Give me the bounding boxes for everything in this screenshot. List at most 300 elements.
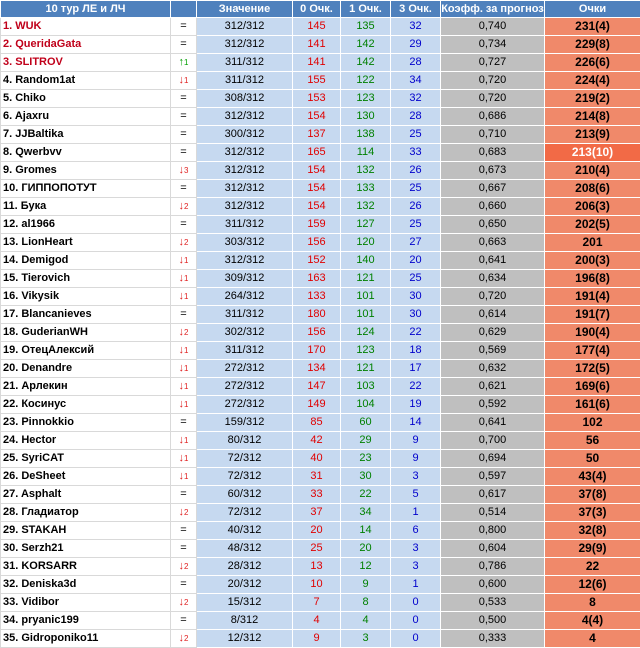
- equal-icon: =: [180, 578, 186, 590]
- rank-change-amount: 2: [184, 328, 188, 337]
- value-cell: 312/312: [197, 198, 293, 216]
- zero-points-cell: 7: [293, 594, 341, 612]
- three-points-cell: 30: [391, 306, 441, 324]
- zero-points-cell: 25: [293, 540, 341, 558]
- three-points-cell: 30: [391, 288, 441, 306]
- value-cell: 72/312: [197, 450, 293, 468]
- value-cell: 15/312: [197, 594, 293, 612]
- table-row: [1, 306, 640, 324]
- zero-points-cell: 152: [293, 252, 341, 270]
- rank-change: [171, 216, 197, 234]
- value-cell: 60/312: [197, 486, 293, 504]
- points-cell: 12(6): [545, 576, 640, 594]
- rank-change: [171, 198, 197, 216]
- player-name: 6. Ajaxru: [1, 108, 171, 126]
- coefficient-cell: 0,621: [441, 378, 545, 396]
- arrow-down-icon: ↓: [179, 326, 185, 338]
- one-point-cell: 123: [341, 342, 391, 360]
- rank-change: [171, 144, 197, 162]
- zero-points-cell: 156: [293, 234, 341, 252]
- zero-points-cell: 37: [293, 504, 341, 522]
- table-row: [1, 216, 640, 234]
- coefficient-cell: 0,617: [441, 486, 545, 504]
- one-point-cell: 122: [341, 72, 391, 90]
- points-cell: 102: [545, 414, 640, 432]
- rank-change: [171, 234, 197, 252]
- arrow-down-icon: ↓: [179, 362, 185, 374]
- player-name: 11. Бука: [1, 198, 171, 216]
- header-row: [1, 1, 640, 18]
- equal-icon: =: [180, 488, 186, 500]
- coefficient-cell: 0,604: [441, 540, 545, 558]
- value-cell: 72/312: [197, 504, 293, 522]
- zero-points-cell: 180: [293, 306, 341, 324]
- one-point-cell: 142: [341, 54, 391, 72]
- points-cell: 196(8): [545, 270, 640, 288]
- coefficient-cell: 0,641: [441, 252, 545, 270]
- table-row: [1, 90, 640, 108]
- arrow-down-icon: ↓: [179, 74, 185, 86]
- coefficient-cell: 0,514: [441, 504, 545, 522]
- rank-change-amount: 2: [184, 562, 188, 571]
- zero-points-cell: 149: [293, 396, 341, 414]
- zero-points-cell: 33: [293, 486, 341, 504]
- value-cell: 312/312: [197, 144, 293, 162]
- value-cell: 312/312: [197, 252, 293, 270]
- three-points-cell: 18: [391, 342, 441, 360]
- equal-icon: =: [180, 128, 186, 140]
- points-cell: 190(4): [545, 324, 640, 342]
- equal-icon: =: [180, 182, 186, 194]
- rank-change: [171, 432, 197, 450]
- zero-points-cell: 154: [293, 162, 341, 180]
- player-name: 16. Vikysik: [1, 288, 171, 306]
- rank-change: [171, 306, 197, 324]
- rank-change: [171, 594, 197, 612]
- zero-points-cell: 153: [293, 90, 341, 108]
- equal-icon: =: [180, 416, 186, 428]
- coefficient-cell: 0,614: [441, 306, 545, 324]
- player-name: 33. Vidibor: [1, 594, 171, 612]
- one-point-cell: 142: [341, 36, 391, 54]
- three-points-cell: 3: [391, 468, 441, 486]
- player-name: 19. ОтецАлексий: [1, 342, 171, 360]
- coefficient-cell: 0,592: [441, 396, 545, 414]
- points-cell: 172(5): [545, 360, 640, 378]
- coefficient-cell: 0,650: [441, 216, 545, 234]
- three-points-cell: 25: [391, 126, 441, 144]
- coefficient-cell: 0,800: [441, 522, 545, 540]
- header-name: 10 тур ЛЕ и ЛЧ: [1, 1, 171, 18]
- points-cell: 202(5): [545, 216, 640, 234]
- arrow-down-icon: ↓: [179, 380, 185, 392]
- zero-points-cell: 154: [293, 180, 341, 198]
- three-points-cell: 26: [391, 162, 441, 180]
- rank-change: [171, 450, 197, 468]
- points-cell: 43(4): [545, 468, 640, 486]
- zero-points-cell: 137: [293, 126, 341, 144]
- points-cell: 22: [545, 558, 640, 576]
- coefficient-cell: 0,641: [441, 414, 545, 432]
- one-point-cell: 20: [341, 540, 391, 558]
- three-points-cell: 22: [391, 324, 441, 342]
- equal-icon: =: [180, 218, 186, 230]
- rank-change: [171, 360, 197, 378]
- one-point-cell: 140: [341, 252, 391, 270]
- value-cell: 272/312: [197, 396, 293, 414]
- one-point-cell: 3: [341, 630, 391, 648]
- zero-points-cell: 10: [293, 576, 341, 594]
- points-cell: 161(6): [545, 396, 640, 414]
- value-cell: 311/312: [197, 342, 293, 360]
- zero-points-cell: 147: [293, 378, 341, 396]
- player-name: 23. Pinnokkio: [1, 414, 171, 432]
- rank-change: [171, 486, 197, 504]
- header-three-points: 3 Очк.: [391, 1, 441, 18]
- player-name: 13. LionHeart: [1, 234, 171, 252]
- rank-change: [171, 108, 197, 126]
- points-cell: 231(4): [545, 18, 640, 36]
- arrow-down-icon: ↓: [179, 470, 185, 482]
- three-points-cell: 25: [391, 216, 441, 234]
- rank-change-amount: 2: [184, 598, 188, 607]
- arrow-down-icon: ↓: [179, 398, 185, 410]
- zero-points-cell: 40: [293, 450, 341, 468]
- table-row: [1, 558, 640, 576]
- zero-points-cell: 133: [293, 288, 341, 306]
- table-row: [1, 576, 640, 594]
- coefficient-cell: 0,597: [441, 468, 545, 486]
- value-cell: 303/312: [197, 234, 293, 252]
- arrow-down-icon: ↓: [179, 200, 185, 212]
- equal-icon: =: [180, 20, 186, 32]
- zero-points-cell: 163: [293, 270, 341, 288]
- rank-change: [171, 540, 197, 558]
- player-name: 27. Asphalt: [1, 486, 171, 504]
- arrow-down-icon: ↓: [179, 560, 185, 572]
- header-value: Значение: [197, 1, 293, 18]
- one-point-cell: 34: [341, 504, 391, 522]
- player-name: 10. ГИППОПОТУТ: [1, 180, 171, 198]
- player-name: 5. Chiko: [1, 90, 171, 108]
- points-cell: 213(10): [545, 144, 640, 162]
- player-name: 32. Deniska3d: [1, 576, 171, 594]
- coefficient-cell: 0,740: [441, 18, 545, 36]
- equal-icon: =: [180, 542, 186, 554]
- zero-points-cell: 141: [293, 36, 341, 54]
- rank-change: [171, 612, 197, 630]
- points-cell: 4(4): [545, 612, 640, 630]
- arrow-down-icon: ↓: [179, 254, 185, 266]
- table-row: [1, 630, 640, 648]
- one-point-cell: 127: [341, 216, 391, 234]
- zero-points-cell: 4: [293, 612, 341, 630]
- points-cell: 50: [545, 450, 640, 468]
- player-name: 24. Hector: [1, 432, 171, 450]
- value-cell: 312/312: [197, 36, 293, 54]
- rank-change: [171, 18, 197, 36]
- one-point-cell: 114: [341, 144, 391, 162]
- zero-points-cell: 155: [293, 72, 341, 90]
- zero-points-cell: 165: [293, 144, 341, 162]
- three-points-cell: 32: [391, 90, 441, 108]
- table-row: [1, 288, 640, 306]
- arrow-down-icon: ↓: [179, 506, 185, 518]
- three-points-cell: 34: [391, 72, 441, 90]
- one-point-cell: 133: [341, 180, 391, 198]
- points-cell: 191(4): [545, 288, 640, 306]
- one-point-cell: 9: [341, 576, 391, 594]
- points-cell: 208(6): [545, 180, 640, 198]
- one-point-cell: 23: [341, 450, 391, 468]
- zero-points-cell: 31: [293, 468, 341, 486]
- equal-icon: =: [180, 38, 186, 50]
- points-cell: 201: [545, 234, 640, 252]
- rank-change-amount: 1: [184, 364, 188, 373]
- one-point-cell: 30: [341, 468, 391, 486]
- three-points-cell: 9: [391, 432, 441, 450]
- three-points-cell: 1: [391, 504, 441, 522]
- coefficient-cell: 0,734: [441, 36, 545, 54]
- rank-change: [171, 162, 197, 180]
- rank-change: [171, 522, 197, 540]
- equal-icon: =: [180, 308, 186, 320]
- rank-change: [171, 288, 197, 306]
- arrow-down-icon: ↓: [179, 596, 185, 608]
- rank-change: [171, 72, 197, 90]
- player-name: 3. SLITROV: [1, 54, 171, 72]
- coefficient-cell: 0,333: [441, 630, 545, 648]
- coefficient-cell: 0,686: [441, 108, 545, 126]
- coefficient-cell: 0,663: [441, 234, 545, 252]
- arrow-down-icon: ↓: [179, 452, 185, 464]
- one-point-cell: 60: [341, 414, 391, 432]
- rank-change-amount: 2: [184, 202, 188, 211]
- three-points-cell: 3: [391, 558, 441, 576]
- three-points-cell: 17: [391, 360, 441, 378]
- rank-change: [171, 324, 197, 342]
- player-name: 29. STAKAH: [1, 522, 171, 540]
- player-name: 26. DeSheet: [1, 468, 171, 486]
- coefficient-cell: 0,683: [441, 144, 545, 162]
- zero-points-cell: 9: [293, 630, 341, 648]
- player-name: 14. Demigod: [1, 252, 171, 270]
- value-cell: 272/312: [197, 378, 293, 396]
- one-point-cell: 14: [341, 522, 391, 540]
- points-cell: 56: [545, 432, 640, 450]
- table-row: [1, 144, 640, 162]
- player-name: 18. GuderianWH: [1, 324, 171, 342]
- equal-icon: =: [180, 110, 186, 122]
- value-cell: 40/312: [197, 522, 293, 540]
- table-row: [1, 270, 640, 288]
- table-row: [1, 234, 640, 252]
- value-cell: 300/312: [197, 126, 293, 144]
- player-name: 9. Gromes: [1, 162, 171, 180]
- one-point-cell: 29: [341, 432, 391, 450]
- table-row: [1, 396, 640, 414]
- zero-points-cell: 134: [293, 360, 341, 378]
- three-points-cell: 0: [391, 594, 441, 612]
- player-name: 12. al1966: [1, 216, 171, 234]
- three-points-cell: 9: [391, 450, 441, 468]
- three-points-cell: 3: [391, 540, 441, 558]
- three-points-cell: 28: [391, 54, 441, 72]
- table-row: [1, 450, 640, 468]
- points-cell: 177(4): [545, 342, 640, 360]
- rank-change-amount: 1: [184, 58, 188, 67]
- coefficient-cell: 0,673: [441, 162, 545, 180]
- one-point-cell: 130: [341, 108, 391, 126]
- value-cell: 264/312: [197, 288, 293, 306]
- rank-change: [171, 342, 197, 360]
- rank-change-amount: 1: [184, 256, 188, 265]
- table-row: [1, 486, 640, 504]
- three-points-cell: 27: [391, 234, 441, 252]
- player-name: 7. JJBaltika: [1, 126, 171, 144]
- zero-points-cell: 42: [293, 432, 341, 450]
- three-points-cell: 5: [391, 486, 441, 504]
- points-cell: 37(3): [545, 504, 640, 522]
- points-cell: 8: [545, 594, 640, 612]
- three-points-cell: 25: [391, 270, 441, 288]
- player-name: 21. Арлекин: [1, 378, 171, 396]
- zero-points-cell: 154: [293, 108, 341, 126]
- rank-change-amount: 3: [184, 166, 188, 175]
- one-point-cell: 101: [341, 288, 391, 306]
- arrow-down-icon: ↓: [179, 344, 185, 356]
- player-name: 17. Blancanieves: [1, 306, 171, 324]
- rank-change: [171, 378, 197, 396]
- zero-points-cell: 141: [293, 54, 341, 72]
- rank-change: [171, 576, 197, 594]
- player-name: 30. Serzh21: [1, 540, 171, 558]
- header-points: Очки: [545, 1, 640, 18]
- player-name: 8. Qwerbvv: [1, 144, 171, 162]
- rank-change: [171, 126, 197, 144]
- header-one-point: 1 Очк.: [341, 1, 391, 18]
- one-point-cell: 104: [341, 396, 391, 414]
- value-cell: 20/312: [197, 576, 293, 594]
- coefficient-cell: 0,700: [441, 432, 545, 450]
- arrow-down-icon: ↓: [179, 272, 185, 284]
- zero-points-cell: 13: [293, 558, 341, 576]
- points-cell: 224(4): [545, 72, 640, 90]
- player-name: 31. KORSARR: [1, 558, 171, 576]
- header-trend: [171, 1, 197, 18]
- coefficient-cell: 0,600: [441, 576, 545, 594]
- table-row: [1, 72, 640, 90]
- rank-change-amount: 1: [184, 346, 188, 355]
- value-cell: 312/312: [197, 180, 293, 198]
- rank-change: [171, 252, 197, 270]
- player-name: 1. WUK: [1, 18, 171, 36]
- value-cell: 272/312: [197, 360, 293, 378]
- player-name: 28. Гладиатор: [1, 504, 171, 522]
- table-row: [1, 612, 640, 630]
- one-point-cell: 101: [341, 306, 391, 324]
- coefficient-cell: 0,667: [441, 180, 545, 198]
- points-cell: 210(4): [545, 162, 640, 180]
- points-cell: 229(8): [545, 36, 640, 54]
- table-row: [1, 126, 640, 144]
- table-row: [1, 36, 640, 54]
- rank-change-amount: 2: [184, 238, 188, 247]
- coefficient-cell: 0,720: [441, 90, 545, 108]
- three-points-cell: 1: [391, 576, 441, 594]
- rank-change-amount: 1: [184, 76, 188, 85]
- table-row: [1, 198, 640, 216]
- arrow-down-icon: ↓: [179, 290, 185, 302]
- coefficient-cell: 0,710: [441, 126, 545, 144]
- points-cell: 32(8): [545, 522, 640, 540]
- player-name: 2. QueridaGata: [1, 36, 171, 54]
- value-cell: 311/312: [197, 72, 293, 90]
- player-name: 22. Косинус: [1, 396, 171, 414]
- one-point-cell: 4: [341, 612, 391, 630]
- player-name: 35. Gidroponiko11: [1, 630, 171, 648]
- table-row: [1, 252, 640, 270]
- one-point-cell: 138: [341, 126, 391, 144]
- points-cell: 37(8): [545, 486, 640, 504]
- value-cell: 308/312: [197, 90, 293, 108]
- coefficient-cell: 0,500: [441, 612, 545, 630]
- three-points-cell: 26: [391, 198, 441, 216]
- coefficient-cell: 0,533: [441, 594, 545, 612]
- points-cell: 206(3): [545, 198, 640, 216]
- rank-change: [171, 630, 197, 648]
- rank-change: [171, 54, 197, 72]
- three-points-cell: 19: [391, 396, 441, 414]
- rank-change-amount: 1: [184, 472, 188, 481]
- one-point-cell: 124: [341, 324, 391, 342]
- three-points-cell: 0: [391, 612, 441, 630]
- rank-change-amount: 1: [184, 454, 188, 463]
- rank-change-amount: 1: [184, 436, 188, 445]
- value-cell: 8/312: [197, 612, 293, 630]
- three-points-cell: 14: [391, 414, 441, 432]
- three-points-cell: 20: [391, 252, 441, 270]
- rank-change: [171, 504, 197, 522]
- value-cell: 302/312: [197, 324, 293, 342]
- three-points-cell: 6: [391, 522, 441, 540]
- table-body: [1, 18, 640, 648]
- three-points-cell: 0: [391, 630, 441, 648]
- value-cell: 312/312: [197, 108, 293, 126]
- one-point-cell: 132: [341, 162, 391, 180]
- coefficient-cell: 0,786: [441, 558, 545, 576]
- points-cell: 29(9): [545, 540, 640, 558]
- one-point-cell: 132: [341, 198, 391, 216]
- equal-icon: =: [180, 146, 186, 158]
- rank-change-amount: 1: [184, 382, 188, 391]
- three-points-cell: 25: [391, 180, 441, 198]
- points-cell: 214(8): [545, 108, 640, 126]
- table-row: [1, 432, 640, 450]
- table-row: [1, 360, 640, 378]
- rank-change: [171, 270, 197, 288]
- value-cell: 80/312: [197, 432, 293, 450]
- table-row: [1, 324, 640, 342]
- points-cell: 4: [545, 630, 640, 648]
- player-name: 25. SyriCAT: [1, 450, 171, 468]
- zero-points-cell: 170: [293, 342, 341, 360]
- points-cell: 200(3): [545, 252, 640, 270]
- points-cell: 219(2): [545, 90, 640, 108]
- zero-points-cell: 145: [293, 18, 341, 36]
- rank-change: [171, 180, 197, 198]
- points-cell: 169(6): [545, 378, 640, 396]
